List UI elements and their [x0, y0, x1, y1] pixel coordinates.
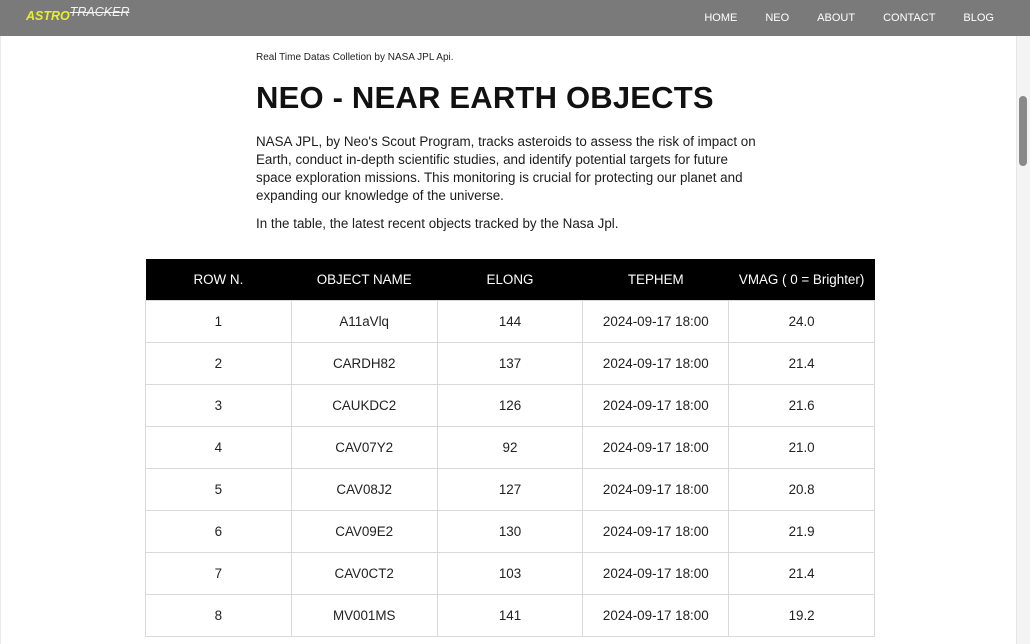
cell-row-number: 5 [146, 468, 292, 510]
cell-elong: 127 [437, 468, 583, 510]
cell-vmag: 19.2 [729, 594, 875, 636]
cell-elong: 137 [437, 342, 583, 384]
cell-vmag: 24.0 [729, 300, 875, 342]
cell-vmag: 21.0 [729, 426, 875, 468]
table-row [146, 510, 875, 552]
table-row [146, 300, 875, 342]
cell-elong: 144 [437, 300, 583, 342]
cell-object-name: CAV08J2 [291, 468, 437, 510]
cell-row-number: 3 [146, 384, 292, 426]
cell-elong: 141 [437, 594, 583, 636]
cell-tephem: 2024-09-17 18:00 [583, 384, 729, 426]
table-row [146, 342, 875, 384]
table-row [146, 468, 875, 510]
cell-tephem: 2024-09-17 18:00 [583, 552, 729, 594]
intro-paragraph: NASA JPL, by Neo's Scout Program, tracks asteroids to assess the risk of impact on Earth, conduct in-depth scientific studies, and identify potential targets for future space exploration missions. This monitoring is crucial for protecting our planet and expanding our knowledge of the universe. [256, 134, 756, 203]
scrollbar-thumb[interactable] [1019, 96, 1027, 166]
cell-vmag: 21.6 [729, 384, 875, 426]
brand-logo[interactable] [26, 5, 130, 23]
cell-elong: 126 [437, 384, 583, 426]
cell-vmag: 21.4 [729, 342, 875, 384]
cell-row-number: 8 [146, 594, 292, 636]
header-object-name: OBJECT NAME [291, 259, 437, 300]
cell-tephem: 2024-09-17 18:00 [583, 426, 729, 468]
table-row [146, 594, 875, 636]
cell-elong: 130 [437, 510, 583, 552]
table-row [146, 426, 875, 468]
cell-object-name: MV001MS [291, 594, 437, 636]
cell-tephem: 2024-09-17 18:00 [583, 468, 729, 510]
table-row [146, 552, 875, 594]
cell-object-name: A11aVlq [291, 300, 437, 342]
cell-object-name: CAV07Y2 [291, 426, 437, 468]
cell-tephem: 2024-09-17 18:00 [583, 510, 729, 552]
table-header-row [146, 259, 875, 300]
cell-row-number: 1 [146, 300, 292, 342]
nav-link-blog[interactable]: BLOG [963, 12, 994, 24]
page-subtitle: Real Time Datas Colletion by NASA JPL Api. [256, 52, 454, 63]
table-note: In the table, the latest recent objects tracked by the Nasa Jpl. [256, 216, 619, 231]
brand-part-tracker: TRACKER [69, 5, 130, 19]
cell-vmag: 21.9 [729, 510, 875, 552]
nav-links [676, 0, 994, 36]
cell-row-number: 2 [146, 342, 292, 384]
table-row [146, 384, 875, 426]
page-edge [0, 36, 1, 644]
page-title: NEO - NEAR EARTH OBJECTS [256, 80, 714, 115]
cell-vmag: 20.8 [729, 468, 875, 510]
header-tephem: TEPHEM [583, 259, 729, 300]
nav-link-contact[interactable]: CONTACT [883, 12, 936, 24]
header-elong: ELONG [437, 259, 583, 300]
brand-part-astro: ASTRO [26, 9, 70, 23]
cell-vmag: 21.4 [729, 552, 875, 594]
cell-row-number: 4 [146, 426, 292, 468]
neo-table [145, 259, 875, 637]
cell-elong: 103 [437, 552, 583, 594]
cell-row-number: 6 [146, 510, 292, 552]
navbar [0, 0, 1030, 36]
cell-object-name: CARDH82 [291, 342, 437, 384]
cell-tephem: 2024-09-17 18:00 [583, 342, 729, 384]
cell-row-number: 7 [146, 552, 292, 594]
cell-tephem: 2024-09-17 18:00 [583, 300, 729, 342]
cell-object-name: CAV09E2 [291, 510, 437, 552]
nav-link-about[interactable]: ABOUT [817, 12, 856, 24]
header-vmag: VMAG ( 0 = Brighter) [729, 259, 875, 300]
header-row-number: ROW N. [146, 259, 292, 300]
cell-object-name: CAUKDC2 [291, 384, 437, 426]
cell-object-name: CAV0CT2 [291, 552, 437, 594]
cell-tephem: 2024-09-17 18:00 [583, 594, 729, 636]
nav-link-neo[interactable]: NEO [765, 12, 790, 24]
cell-elong: 92 [437, 426, 583, 468]
nav-link-home[interactable]: HOME [704, 12, 738, 24]
vertical-scrollbar[interactable] [1016, 36, 1030, 644]
